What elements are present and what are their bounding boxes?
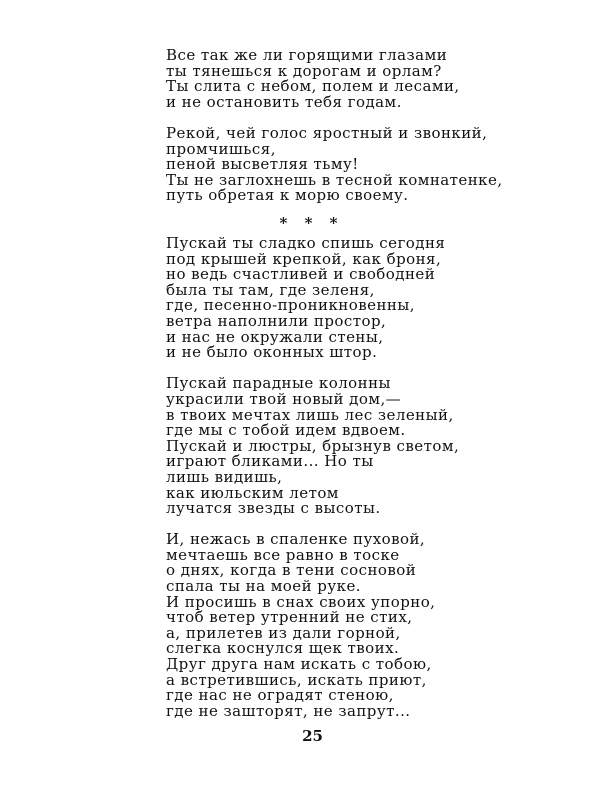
poem-continued [166, 48, 606, 204]
stanza [166, 48, 606, 110]
verse-line: чтоб ветер утренний не стих, [166, 608, 413, 627]
verse-line: как июльским летом [166, 483, 339, 502]
stanza [166, 376, 606, 516]
verse-line: Рекой, чей голос яростный и звонкий, [166, 123, 488, 142]
poem [166, 236, 606, 719]
verse-line: а, прилетев из дали горной, [166, 623, 401, 642]
page-number: 25 [302, 727, 323, 745]
verse-line: ты тянешься к дорогам и орлам? [166, 61, 442, 80]
verse-line: ветра наполнили простор, [166, 311, 387, 330]
verse-line: была ты там, где зеленя, [166, 280, 375, 299]
verse-line: Пускай и люстры, брызнув светом, [166, 436, 460, 455]
verse-line: а встретившись, искать приют, [166, 670, 427, 689]
verse-line: Пускай парадные колонны [166, 374, 391, 393]
stanza [166, 532, 606, 719]
verse-line: Ты не заглохнешь в тесной комнатенке, [166, 170, 503, 189]
verse-line: Друг друга нам искать с тобою, [166, 655, 432, 674]
verse-line: где не зашторят, не запрут... [166, 701, 411, 720]
verse-line: о днях, когда в тени сосновой [166, 561, 417, 580]
stanza [166, 123, 606, 205]
verse-line: путь обретая к морю своему. [166, 186, 409, 205]
verse-line: играют бликами... Но ты [166, 452, 374, 471]
verse-line: пеной высветляя тьму! [166, 155, 359, 174]
verse-line: где мы с тобой идем вдвоем. [166, 421, 406, 440]
verse-line: и нас не окружали стены, [166, 327, 384, 346]
verse-line: и не было оконных штор. [166, 343, 378, 362]
verse-line: украсили твой новый дом,— [166, 389, 402, 408]
verse-line: лишь видишь, [166, 467, 283, 486]
verse-line: Пускай ты сладко спишь сегодня [166, 234, 446, 252]
verse-line: где, песенно-проникновенны, [166, 296, 415, 315]
verse-line: И, нежась в спаленке пуховой, [166, 530, 426, 549]
stanza [166, 236, 606, 361]
verse-line: под крышей крепкой, как броня, [166, 249, 442, 268]
verse-line: где нас не оградят стеною, [166, 686, 394, 705]
verse-line: слегка коснулся щек твоих. [166, 639, 400, 658]
verse-line: Ты слита с небом, полем и лесами, [166, 77, 460, 96]
verse-line: в твоих мечтах лишь лес зеленый, [166, 405, 454, 424]
verse-line: мечтаешь все равно в тоске [166, 545, 400, 564]
verse-line: Все так же ли горящими глазами [166, 46, 448, 64]
poem-separator-asterisks: * * * [279, 214, 344, 232]
verse-line: но ведь счастливей и свободней [166, 265, 436, 284]
verse-line: лучатся звезды с высоты. [166, 499, 381, 518]
verse-line: и не остановить тебя годам. [166, 92, 402, 111]
verse-line: спала ты на моей руке. [166, 577, 361, 596]
verse-line: промчишься, [166, 139, 276, 158]
verse-line: И просишь в снах своих упорно, [166, 592, 436, 611]
